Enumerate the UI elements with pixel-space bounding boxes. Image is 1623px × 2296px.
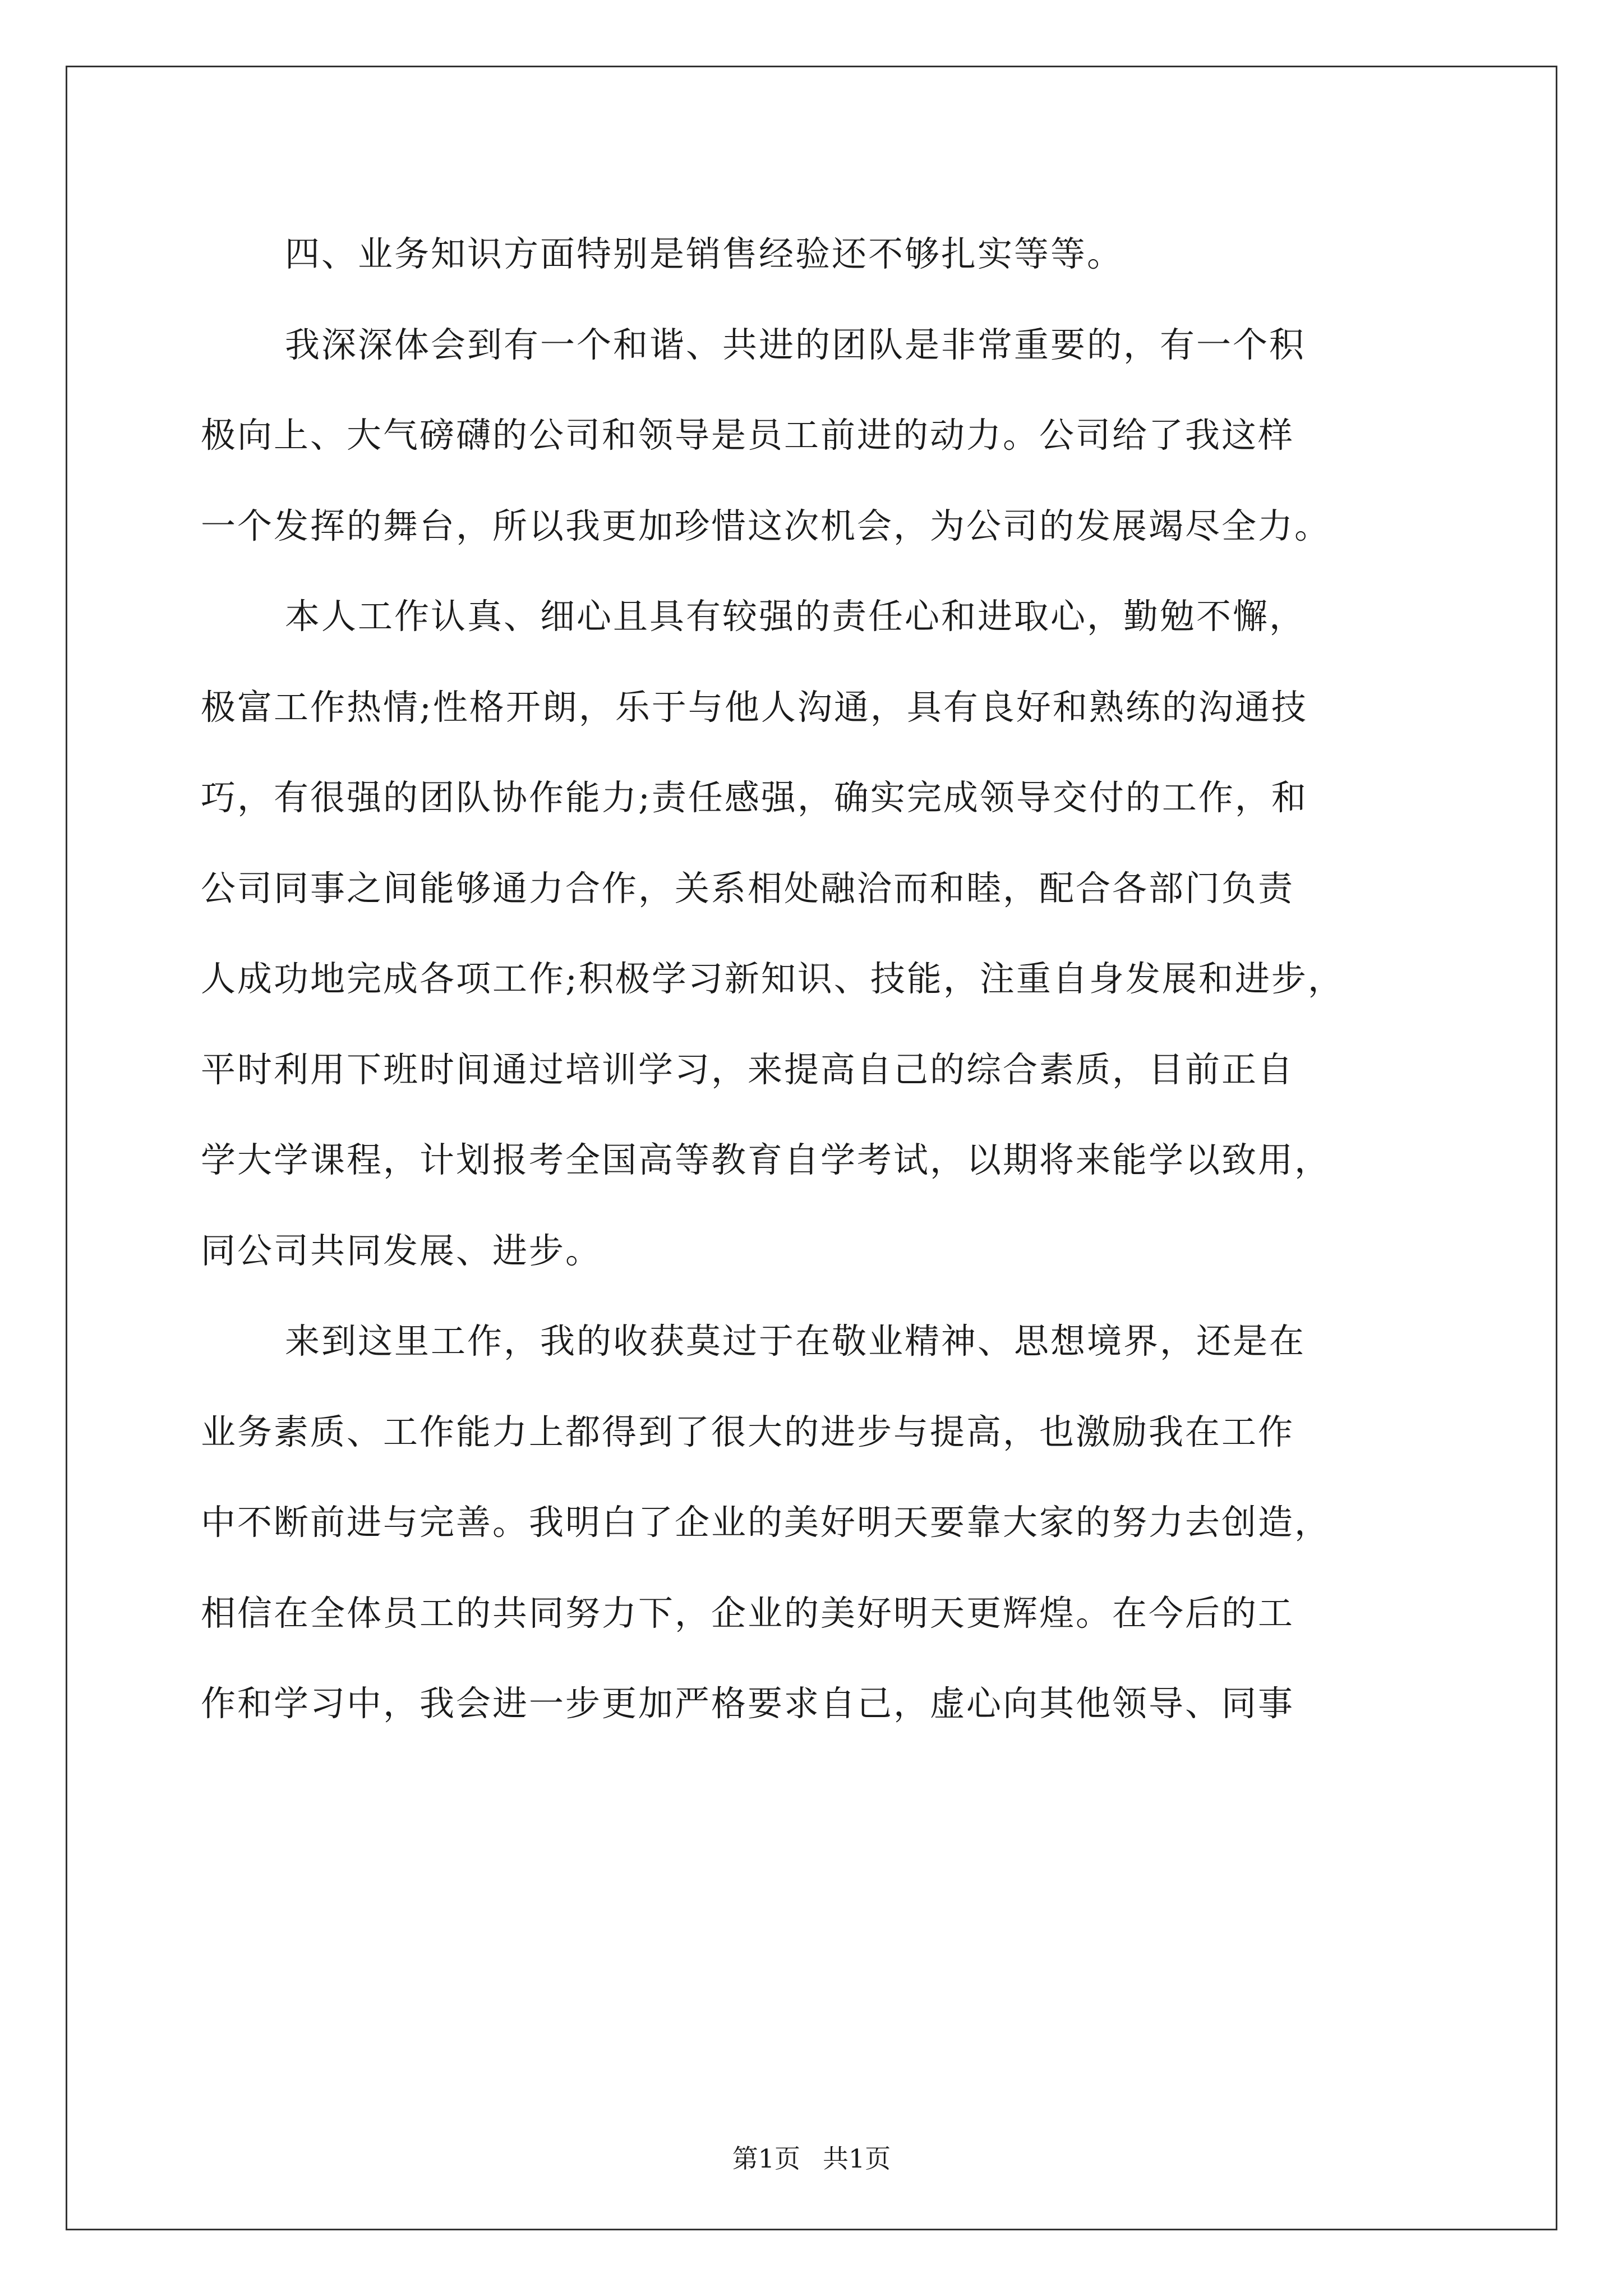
document-body [201, 209, 1432, 1749]
text-line: 极富工作热情;性格开朗，乐于与他人沟通，具有良好和熟练的沟通技 [201, 686, 1308, 728]
text-line: 中不断前进与完善。我明白了企业的美好明天要靠大家的努力去创造， [201, 1502, 1331, 1543]
text-line: 同公司共同发展、进步。 [201, 1230, 602, 1271]
text-line: 我深深体会到有一个和谐、共进的团队是非常重要的，有一个积 [285, 324, 1306, 365]
text-line: 作和学习中，我会进一步更加严格要求自己，虚心向其他领导、同事 [201, 1683, 1295, 1724]
page-total: 共1页 [823, 2143, 891, 2174]
text-line: 四、业务知识方面特别是销售经验还不够扎实等等。 [285, 233, 1124, 274]
text-line: 极向上、大气磅礴的公司和领导是员工前进的动力。公司给了我这样 [201, 415, 1295, 455]
text-line: 业务素质、工作能力上都得到了很大的进步与提高，也激励我在工作 [201, 1411, 1295, 1452]
text-line: 人成功地完成各项工作;积极学习新知识、技能，注重自身发展和进步， [201, 958, 1344, 999]
text-line: 本人工作认真、细心且具有较强的责任心和进取心，勤勉不懈， [285, 596, 1306, 637]
text-line: 公司同事之间能够通力合作，关系相处融洽而和睦，配合各部门负责 [201, 867, 1295, 909]
page-footer [0, 2142, 1623, 2175]
text-line: 平时利用下班时间通过培训学习，来提高自己的综合素质，目前正自 [201, 1048, 1295, 1090]
text-line: 一个发挥的舞台，所以我更加珍惜这次机会，为公司的发展竭尽全力。 [201, 505, 1331, 546]
text-line: 来到这里工作，我的收获莫过于在敬业精神、思想境界，还是在 [285, 1320, 1306, 1361]
page-number: 第1页 [732, 2143, 800, 2174]
text-line: 巧，有很强的团队协作能力;责任感强，确实完成领导交付的工作，和 [201, 777, 1308, 818]
text-line: 学大学课程，计划报考全国高等教育自学考试，以期将来能学以致用， [201, 1139, 1331, 1180]
text-line: 相信在全体员工的共同努力下，企业的美好明天更辉煌。在今后的工 [201, 1592, 1295, 1634]
